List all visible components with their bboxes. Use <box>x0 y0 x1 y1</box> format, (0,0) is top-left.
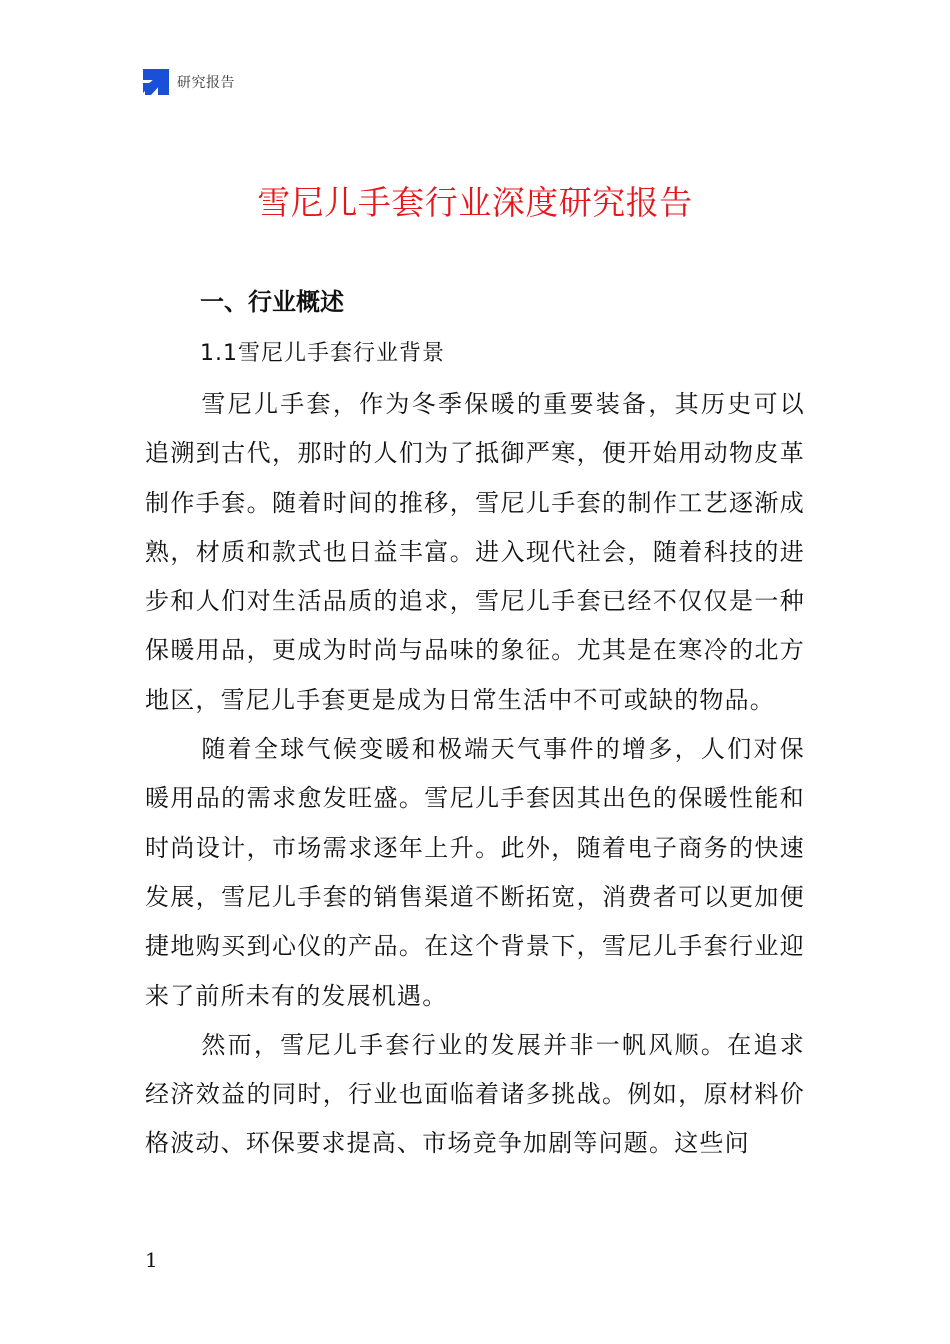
body-text <box>145 380 805 1169</box>
page-header <box>143 68 235 96</box>
document-title: 雪尼儿手套行业深度研究报告 <box>257 183 693 222</box>
paragraph: 随着全球气候变暖和极端天气事件的增多，人们对保暖用品的需求愈发旺盛。雪尼儿手套因其出色的保暖性能和时尚设计，市场需求逐年上升。此外，随着电子商务的快速发展，雪尼儿手套的销售渠道不断拓宽，消费者可以更加便捷地购买到心仪的产品。在这个背景下，雪尼儿手套行业迎来了前所未有的发展机遇。 <box>145 735 805 1010</box>
paragraph: 雪尼儿手套，作为冬季保暖的重要装备，其历史可以追溯到古代，那时的人们为了抵御严寒，便开始用动物皮革制作手套。随着时间的推移，雪尼儿手套的制作工艺逐渐成熟，材质和款式也日益丰富。进入现代社会，随着科技的进步和人们对生活品质的追求，雪尼儿手套已经不仅仅是一种保暖用品，更成为时尚与品味的象征。尤其是在寒冷的北方地区，雪尼儿手套更是成为日常生活中不可或缺的物品。 <box>145 390 805 714</box>
arrow-logo-icon <box>143 69 169 95</box>
sub-heading: 1.1雪尼儿手套行业背景 <box>200 341 445 366</box>
section-heading: 一、行业概述 <box>200 288 344 316</box>
page-number: 1 <box>145 1248 158 1272</box>
paragraph: 然而，雪尼儿手套行业的发展并非一帆风顺。在追求经济效益的同时，行业也面临着诸多挑战。例如，原材料价格波动、环保要求提高、市场竞争加剧等问题。这些问 <box>145 1030 805 1158</box>
header-label: 研究报告 <box>177 75 235 91</box>
